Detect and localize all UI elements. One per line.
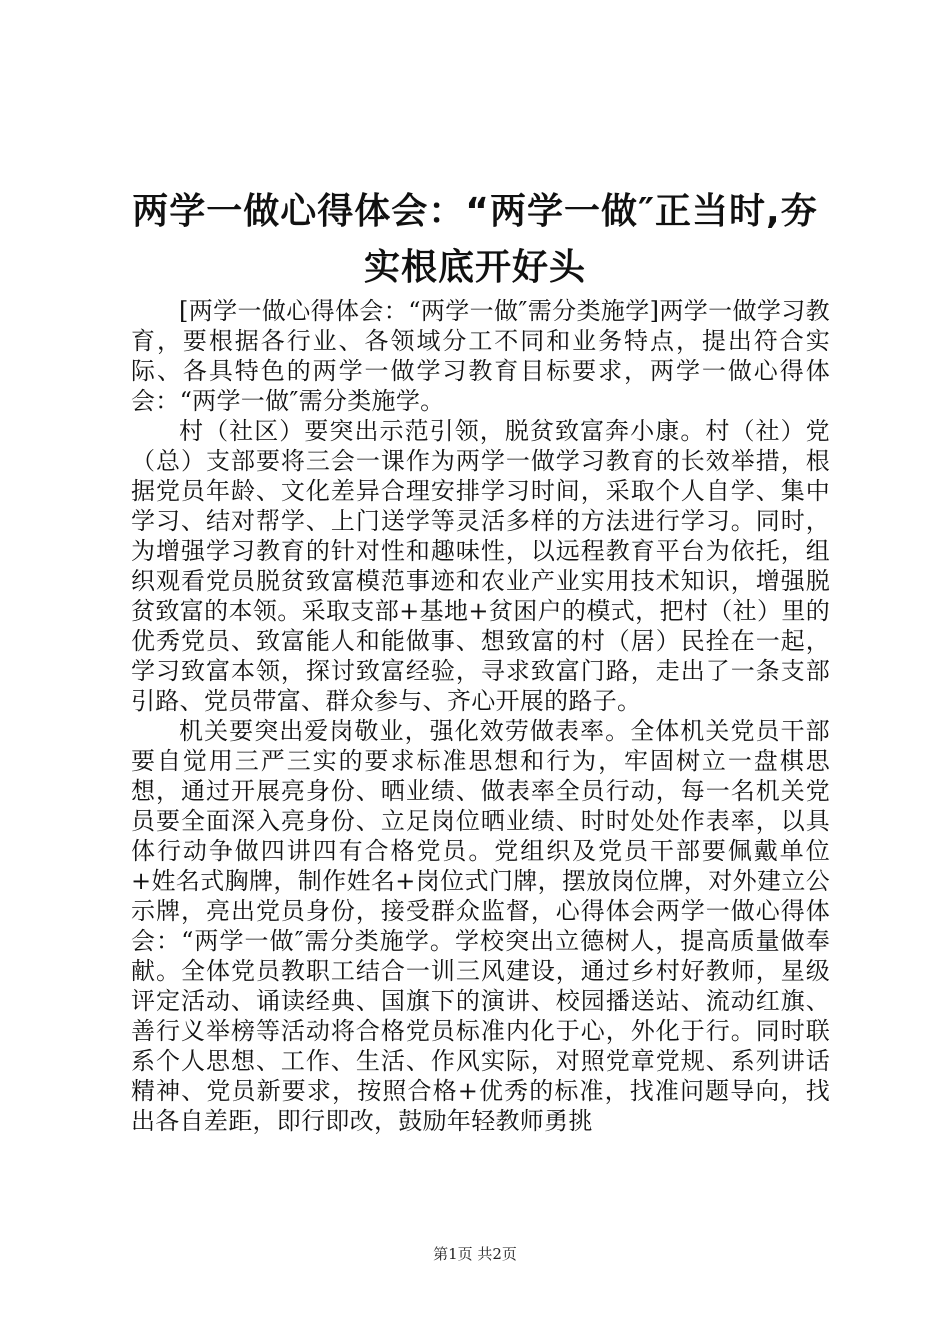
paragraph: [两学一做心得体会：“两学一做″需分类施学]两学一做学习教育，要根据各行业、各领域分工不同和业务特点，提出符合实际、各具特色的两学一做学习教育目标要求，两学一做心得体会：“两学一做″需分类施学。 xyxy=(131,297,830,415)
document-title: 两学一做心得体会：“两学一做″正当时,夯实根底开好头 xyxy=(132,191,818,288)
page-footer xyxy=(0,1244,950,1264)
paragraph: 机关要突出爱岗敬业，强化效劳做表率。全体机关党员干部要自觉用三严三实的要求标准思想和行为，牢固树立一盘棋思想，通过开展亮身份、晒业绩、做表率全员行动，每一名机关党员要全面深入亮身份、立足岗位晒业绩、时时处处作表率，以具体行动争做四讲四有合格党员。党组织及党员干部要佩戴单位+姓名式胸牌，制作姓名+岗位式门牌，摆放岗位牌，对外建立公示牌，亮出党员身份，接受群众监督，心得体会两学一做心得体会：“两学一做″需分类施学。学校突出立德树人，提高质量做奉献。全体党员教职工结合一训三风建设，通过乡村好教师，星级评定活动、诵读经典、国旗下的演讲、校园播送站、流动红旗、善行义举榜等活动将合格党员标准内化于心，外化于行。同时联系个人思想、工作、生活、作风实际，对照党章党规、系列讲话精神、党员新要求，按照合格+优秀的标准，找准问题导向，找出各自差距，即行即改，鼓励年轻教师勇挑 xyxy=(131,717,830,1135)
document-body xyxy=(131,296,830,1136)
paragraph: 村（社区）要突出示范引领，脱贫致富奔小康。村（社）党（总）支部要将三会一课作为两学一做学习教育的长效举措，根据党员年龄、文化差异合理安排学习时间，采取个人自学、集中学习、结对帮学、上门送学等灵活多样的方法进行学习。同时，为增强学习教育的针对性和趣味性，以远程教育平台为依托，组织观看党员脱贫致富模范事迹和农业产业实用技术知识，增强脱贫致富的本领。采取支部+基地+贫困户的模式，把村（社）里的优秀党员、致富能人和能做事、想致富的村（居）民拴在一起，学习致富本领，探讨致富经验，寻求致富门路，走出了一条支部引路、党员带富、群众参与、齐心开展的路子。 xyxy=(131,417,830,715)
page-indicator: 第1页 共2页 xyxy=(433,1245,517,1263)
